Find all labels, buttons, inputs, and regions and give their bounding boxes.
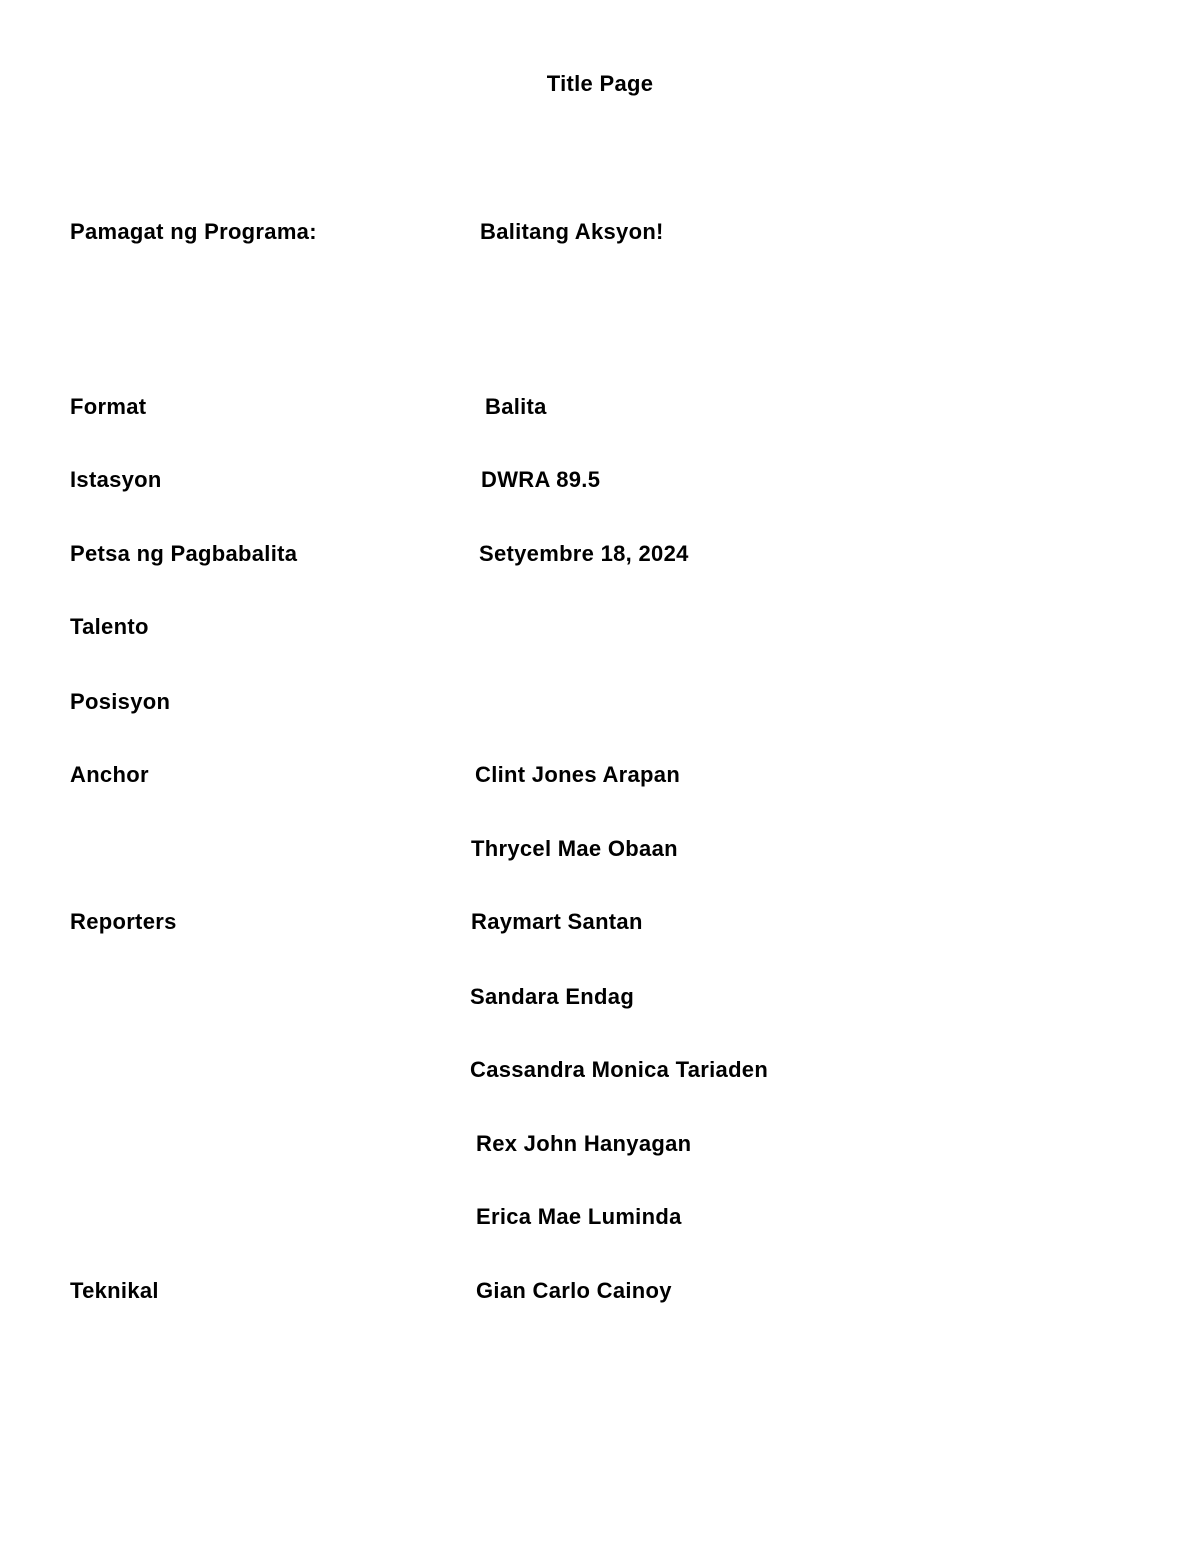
date-label: Petsa ng Pagbabalita: [70, 541, 298, 566]
format-label: Format: [70, 394, 147, 419]
program-title-label: Pamagat ng Programa:: [70, 219, 317, 244]
reporter-name: Raymart Santan: [471, 909, 643, 934]
station-label: Istasyon: [70, 467, 162, 492]
reporter-name: Erica Mae Luminda: [476, 1204, 682, 1229]
station-value: DWRA 89.5: [481, 467, 601, 492]
date-value: Setyembre 18, 2024: [479, 541, 689, 566]
talent-label: Talento: [70, 614, 149, 639]
format-value: Balita: [485, 394, 547, 419]
program-title-value: Balitang Aksyon!: [480, 219, 664, 244]
reporter-name: Rex John Hanyagan: [476, 1131, 692, 1156]
technical-label: Teknikal: [70, 1278, 159, 1303]
position-label: Posisyon: [70, 689, 171, 714]
technical-value: Gian Carlo Cainoy: [476, 1278, 672, 1303]
anchor-name: Thrycel Mae Obaan: [471, 836, 678, 861]
reporters-label: Reporters: [70, 909, 177, 934]
reporter-name: Sandara Endag: [470, 984, 635, 1009]
anchor-label: Anchor: [70, 762, 149, 787]
reporter-name: Cassandra Monica Tariaden: [470, 1057, 769, 1082]
anchor-name: Clint Jones Arapan: [475, 762, 681, 787]
page-title: Title Page: [546, 71, 654, 96]
